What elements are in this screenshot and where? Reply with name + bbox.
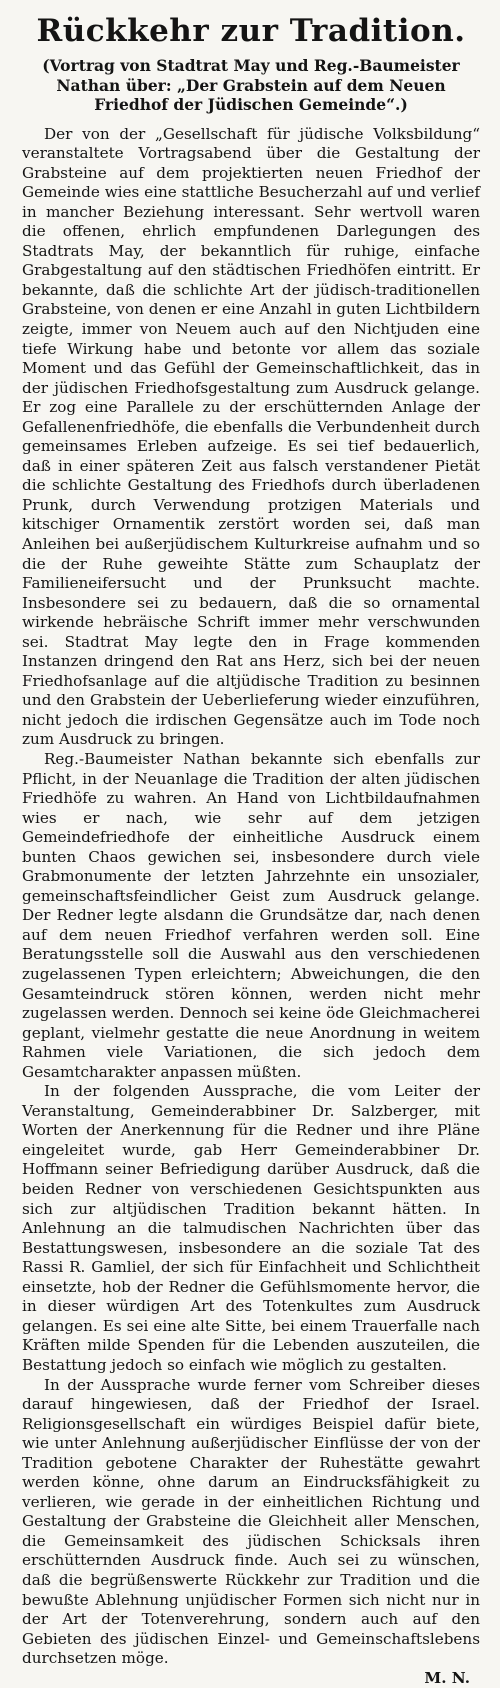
article-paragraph-2: Reg.-Baumeister Nathan bekannte sich ebenfalls zur Pflicht, in der Neuanlage die Tradition der alten jüdischen Friedhöfe zu wahren. An Hand von Lichtbildaufnahmen wies er nach, wie sehr auf dem jetzigen Gemeindefriedhofe der einheitliche Ausdruck einem bunten Chaos gewichen sei, insbesondere durch viele Grabmonumente der letzten Jahrzehnte ein unsozialer, gemeinschaftsfeindlicher Geist zum Ausdruck gelange. Der Redner legte alsdann die Grundsätze dar, nach denen auf dem neuen Friedhof verfahren werden soll. Eine Beratungsstelle soll die Auswahl aus den verschiedenen zugelassenen Typen erleichtern; Abweichungen, die den Gesamteindruck stören können, werden nicht mehr zugelassen werden. Dennoch sei keine öde Gleichmacherei geplant, vielmehr gestatte die neue Anordnung in weitem Rahmen viele Variationen, die sich jedoch dem Gesamtcharakter anpassen müßten. <box>22 750 480 1081</box>
article-paragraph-1: Der von der „Gesellschaft für jüdische Volksbildung“ veranstaltete Vortragsabend über die Gestaltung der Grabsteine auf dem projektierten neuen Friedhof der Gemeinde wies eine stattliche Besucherzahl auf und verlief in mancher Beziehung interessant. Sehr wertvoll waren die offenen, ehrlich empfundenen Darlegungen des Stadtrats May, der bekanntlich für ruhige, einfache Grabgestaltung auf den städtischen Friedhöfen eintritt. Er bekannte, daß die schlichte Art der jüdisch-traditionellen Grabsteine, von denen er eine Anzahl in guten Lichtbildern zeigte, immer von Neuem auch auf den Nichtjuden eine tiefe Wirkung habe und betonte vor allem das soziale Moment und das Gefühl der Gemeinschaftlichkeit, das in der jüdischen Friedhofsgestaltung zum Ausdruck gelange. Er zog eine Parallele zu der erschütternden Anlage der Gefallenenfriedhöfe, die ebenfalls die Verbundenheit durch gemeinsames Erleben aufzeige. Es sei tief bedauerlich, daß in einer späteren Zeit aus falsch verstandener Pietät die schlichte Gestaltung des Friedhofs durch überladenen Prunk, durch Verwendung protzigen Materials und kitschiger Ornamentik zerstört worden sei, daß man Anleihen bei außerjüdischem Kulturkreise aufnahm und so die der Ruhe geweihte Stätte zum Schauplatz der Familieneifersucht und der Prunksucht machte. Insbesondere sei zu bedauern, daß die so ornamental wirkende hebräische Schrift immer mehr verschwunden sei. Stadtrat May legte den in Frage kommenden Instanzen dringend den Rat ans Herz, sich bei der neuen Friedhofsanlage auf die altjüdische Tradition zu besinnen und den Grabstein der Ueberlieferung wieder einzuführen, nicht jedoch die irdischen Gegensätze auch im Tode noch zum Ausdruck zu bringen. <box>22 124 480 749</box>
article-paragraph-3: In der folgenden Aussprache, die vom Leiter der Veranstaltung, Gemeinderabbiner Dr. Salzberger, mit Worten der Anerkennung für die Redner und ihre Pläne eingeleitet wurde, gab Herr Gemeinderabbiner Dr. Hoffmann seiner Befriedigung darüber Ausdruck, daß die beiden Redner von verschiedenen Gesichtspunkten aus sich zur altjüdischen Tradition bekannt hätten. In Anlehnung an die talmudischen Nachrichten über das Bestattungswesen, insbesondere an die soziale Tat des Rassi R. Gamliel, der sich für Einfachheit und Schlichtheit einsetzte, hob der Redner die Gefühlsmomente hervor, die in dieser würdigen Art des Totenkultes zum Ausdruck gelangen. Es sei eine alte Sitte, bei einem Trauerfalle nach Kräften milde Spenden für die Lebenden auszuteilen, die Bestattung jedoch so einfach wie möglich zu gestalten. <box>22 1082 480 1374</box>
article-subtitle: (Vortrag von Stadtrat May und Reg.-Baumeister Nathan über: „Der Grabstein auf dem Neuen Friedhof der Jüdischen Gemeinde“.) <box>42 56 460 114</box>
article-title: Rückkehr zur Tradition. <box>36 13 466 49</box>
article-signature: M. N. <box>424 1668 470 1687</box>
article-paragraph-4: In der Aussprache wurde ferner vom Schreiber dieses darauf hingewiesen, daß der Friedhof der Israel. Religionsgesellschaft ein würdiges Beispiel dafür biete, wie unter Anlehnung außerjüdischer Einflüsse der von der Tradition gebotene Charakter der Ruhestätte gewahrt werden könne, ohne darum an Eindrucksfähigkeit zu verlieren, wie gerade in der einheitlichen Richtung und Gestaltung der Grabsteine die Gleichheit aller Menschen, die Gemeinsamkeit des jüdischen Schicksals ihren erschütternden Ausdruck finde. Auch sei zu wünschen, daß die begrüßenswerte Rückkehr zur Tradition und die bewußte Ablehnung unjüdischer Formen sich nicht nur in der Art der Totenverehrung, sondern auch auf den Gebieten des jüdischen Einzel- und Gemeinschaftslebens durchsetzen möge. <box>22 1375 480 1668</box>
